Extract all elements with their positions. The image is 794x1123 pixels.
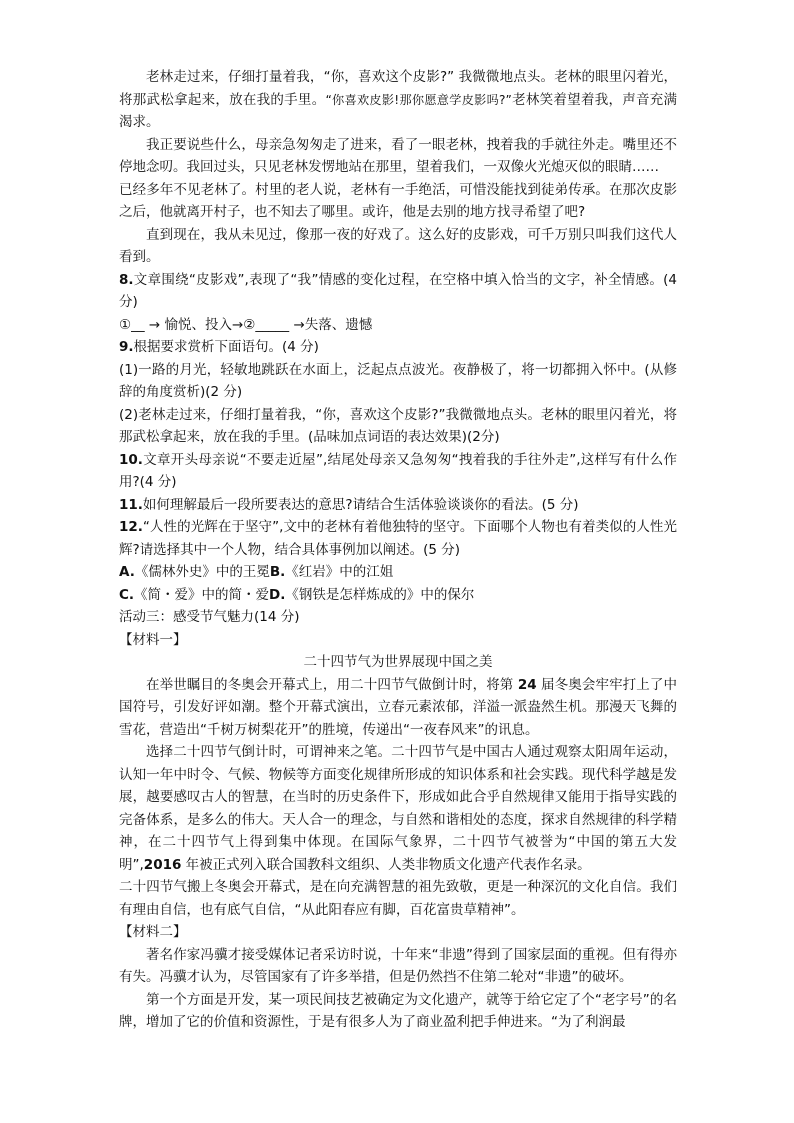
question-12 (119, 516, 677, 561)
question-text: 文章围绕“皮影戏”,表现了“我”情感的变化过程，在空格中填入恰当的文字，补全情感。(4 分) (119, 271, 677, 310)
question-number: 10. (119, 451, 143, 468)
option-letter: D. (269, 586, 286, 603)
question-8 (119, 269, 677, 314)
material-2-label: 【材料二】 (119, 924, 187, 940)
story-paragraph-2: 我正要说些什么，母亲急匆匆走了进来，看了一眼老林，拽着我的手就往外走。嘴里还不停地念叨。我回过头，只见老林发愣地站在那里，望着我们，一双像火光熄灭似的眼睛…… (119, 136, 677, 175)
option-letter: B. (269, 564, 286, 580)
question-9-part-2: (2)老林走过来，仔细打量着我，“你，喜欢这个皮影?”我微微地点头。老林的眼里闪着光，将那武松拿起来，放在我的手里。(品味加点词语的表达效果)(2分) (119, 406, 677, 445)
option-d: 《钢铁是怎样炼成的》中的保尔 (285, 586, 475, 603)
story-paragraph-1 (119, 66, 677, 134)
question-text: 文章开头母亲说“不要走近屋”,结尾处母亲又急匆匆“拽着我的手往外走”,这样写有什么作用?(4 分) (119, 451, 677, 490)
paragraph-text: 届冬奥会牢牢打上了中国符号，引发好评如潮。整个开幕式演出，立春元素浓郁，洋溢一派盎然生机。那漫天飞舞的雪花，营造出“千树万树梨花开”的胜境，传递出“一夜春风来”的讯息。 (119, 676, 677, 738)
question-number: 8. (119, 271, 134, 288)
question-text: 如何理解最后一段所要表达的意思?请结合生活体验谈谈你的看法。(5 分) (142, 496, 579, 513)
paragraph-text: 选择二十四节气倒计时，可谓神来之笔。二十四节气是中国古人通过观察太阳周年运动，认知一年中时令、气候、物候等方面变化规律所形成的知识体系和社会实践。现代科学越是发展，越要感叹古人的智慧，在当时的历史条件下，形成如此合乎自然规律又能用于指导实践的完备体系，是多么的伟大。天人合一的理念，与自然和谐相处的态度，探求自然规律的科学精神，在二十四节气上得到集中体现。在国际气象界，二十四节气被誉为“中国的第五大发明”, (119, 744, 677, 873)
question-8-blanks: ①__ → 愉悦、投入→②_____ →失落、遗憾 (119, 316, 373, 333)
question-9 (119, 336, 677, 359)
story-text: 老林笑着望着我，声音充满渴求。 (119, 91, 678, 130)
story-paragraph-3: 已经多年不见老林了。村里的老人说，老林有一手绝活，可惜没能找到徒弟传承。在那次皮影之后，他就离开村子，也不知去了哪里。或许，他是去别的地方找寻希望了吧? (119, 181, 677, 220)
question-12-options-ab (119, 561, 677, 584)
story-text: 老林走过来，仔细打量着我，“你，喜欢这个皮影?” 我微微地点头。老林的眼里闪着光，将那武松拿起来，放在我的手里。 (119, 69, 677, 108)
material-2-paragraph-1: 著名作家冯骥才接受媒体记者采访时说，十年来“非遗”得到了国家层面的重视。但有得亦有失。冯骥才认为，尽管国家有了许多举措，但是仍然挡不住第二轮对“非遗”的破坏。 (119, 946, 677, 985)
option-a: 《儒林外史》中的王冕 (134, 564, 270, 580)
question-text: 根据要求赏析下面语句。(4 分) (133, 339, 319, 355)
material-2-paragraph-2: 第一个方面是开发，某一项民间技艺被确定为文化遗产，就等于给它定了个“老字号”的名牌，增加了它的价值和资源性，于是有很多人为了商业盈利把手伸进来。“为了利润最 (119, 991, 677, 1030)
story-quote: “你喜欢皮影!那你愿意学皮影吗?” (325, 92, 512, 107)
question-number: 9. (119, 339, 134, 355)
material-1-title: 二十四节气为世界展现中国之美 (303, 654, 493, 670)
question-12-options-cd (119, 584, 677, 607)
option-letter: A. (119, 564, 135, 580)
material-1-paragraph-2 (119, 741, 677, 876)
question-number: 11. (119, 496, 143, 513)
material-1-paragraph-3: 二十四节气搬上冬奥会开幕式，是在向充满智慧的祖先致敬，更是一种深沉的文化自信。我们有理由自信，也有底气自信，“从此阳春应有脚，百花富贵草精神”。 (119, 879, 677, 918)
option-c: 《简・爱》中的简・爱 (134, 586, 270, 603)
option-b: 《红岩》中的江姐 (285, 564, 394, 580)
story-paragraph-4: 直到现在，我从未见过，像那一夜的好戏了。这么好的皮影戏，可千万别只叫我们这代人看到。 (119, 226, 677, 265)
question-number: 12. (119, 519, 143, 535)
year-number: 2016 (143, 856, 182, 873)
question-10 (119, 449, 677, 494)
edition-number: 24 (517, 676, 537, 693)
material-1-label: 【材料一】 (119, 631, 187, 648)
paragraph-text: 年被正式列入联合国教科文组织、人类非物质文化遗产代表作名录。 (181, 856, 591, 873)
activity-3-heading: 活动三：感受节气魅力(14 分) (119, 609, 300, 625)
question-text: “人性的光辉在于坚守”,文中的老林有着他独特的坚守。下面哪个人物也有着类似的人性光辉?请选择其中一个人物，结合具体事例加以阐述。(5 分) (119, 519, 677, 558)
paragraph-text: 在举世瞩目的冬奥会开幕式上，用二十四节气做倒计时，将第 (146, 676, 518, 693)
option-letter: C. (119, 586, 135, 603)
question-9-part-1: (1)一路的月光，轻敏地跳跃在水面上，泛起点点波光。夜静极了，将一切都拥入怀中。(从修辞的角度赏析)(2 分) (119, 361, 677, 400)
question-11 (119, 494, 677, 517)
material-1-paragraph-1 (119, 674, 677, 742)
document-page (119, 66, 677, 1034)
